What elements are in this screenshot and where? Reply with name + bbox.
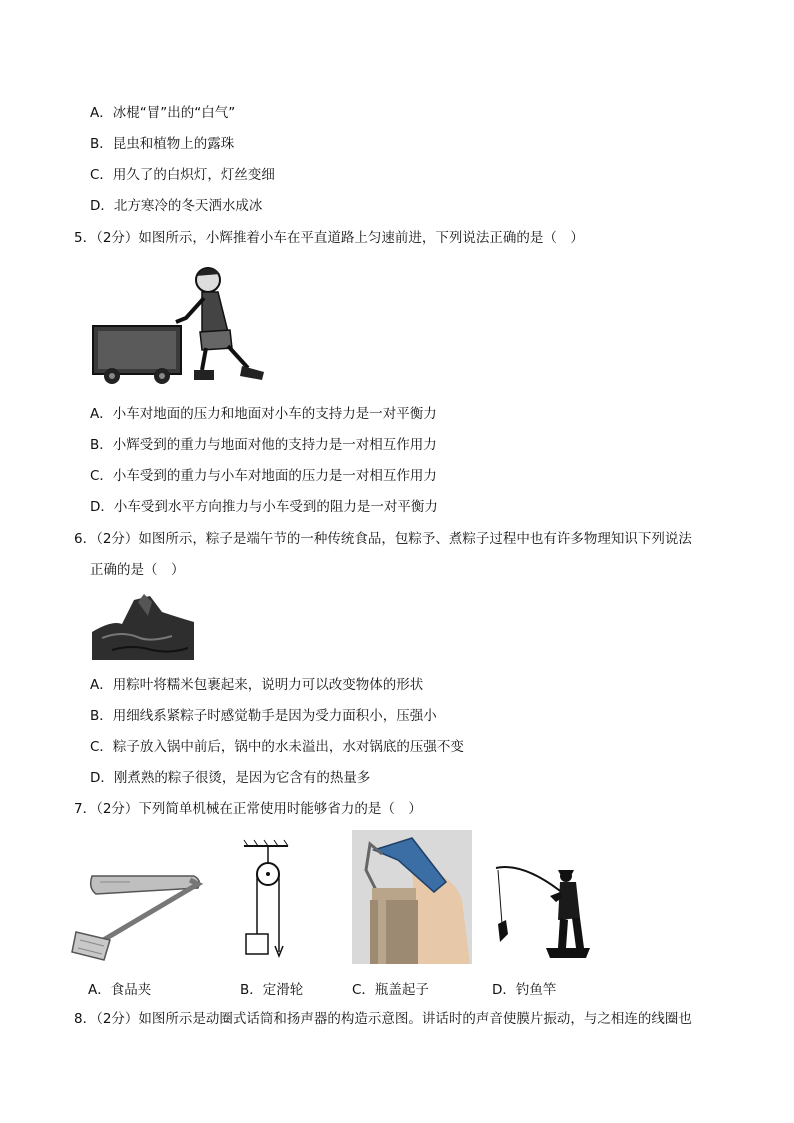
bottle-opener-figure [352, 830, 472, 964]
q4-option-a: A．冰棍“冒”出的“白气” [90, 105, 236, 121]
q6-option-a: A．用粽叶将糯米包裹起来，说明力可以改变物体的形状 [90, 677, 424, 693]
q5-option-d: D．小车受到水平方向推力与小车受到的阻力是一对平衡力 [90, 499, 438, 515]
q5-stem: 5．（2分）如图所示，小辉推着小车在平直道路上匀速前进，下列说法正确的是（ ） [74, 230, 584, 246]
q6-stem-line2: 正确的是（ ） [90, 562, 185, 578]
q6-option-c: C．粽子放入锅中前后，锅中的水未溢出，水对锅底的压强不变 [90, 739, 464, 755]
q4-option-b: B．昆虫和植物上的露珠 [90, 136, 235, 152]
food-tongs-figure [70, 870, 204, 962]
q7-stem: 7．（2分）下列简单机械在正常使用时能够省力的是（ ） [74, 801, 422, 817]
q4-option-c: C．用久了的白炽灯，灯丝变细 [90, 167, 275, 183]
q6-option-d: D．刚煮熟的粽子很烫，是因为它含有的热量多 [90, 770, 371, 786]
q7-caption-b: B．定滑轮 [240, 982, 304, 998]
q7-caption-c: C．瓶盖起子 [352, 982, 429, 998]
zongzi-figure [92, 592, 194, 660]
q5-option-b: B．小辉受到的重力与地面对他的支持力是一对相互作用力 [90, 437, 437, 453]
q4-option-d: D．北方寒冷的冬天洒水成冰 [90, 198, 263, 214]
q5-option-c: C．小车受到的重力与小车对地面的压力是一对相互作用力 [90, 468, 437, 484]
q6-option-b: B．用细线系紧粽子时感觉勒手是因为受力面积小，压强小 [90, 708, 437, 724]
boy-pushing-cart-figure [90, 262, 272, 386]
q5-option-a: A．小车对地面的压力和地面对小车的支持力是一对平衡力 [90, 406, 437, 422]
fishing-rod-figure [494, 862, 594, 960]
q8-stem: 8．（2分）如图所示是动圈式话筒和扬声器的构造示意图。讲话时的声音使膜片振动，与之相连的线圈也 [74, 1011, 692, 1027]
q7-caption-d: D．钓鱼竿 [492, 982, 557, 998]
q6-stem-line1: 6．（2分）如图所示，粽子是端午节的一种传统食品，包粽予、煮粽子过程中也有许多物理知识下列说法 [74, 531, 692, 547]
q7-caption-a: A．食品夹 [88, 982, 152, 998]
fixed-pulley-figure [238, 838, 294, 962]
